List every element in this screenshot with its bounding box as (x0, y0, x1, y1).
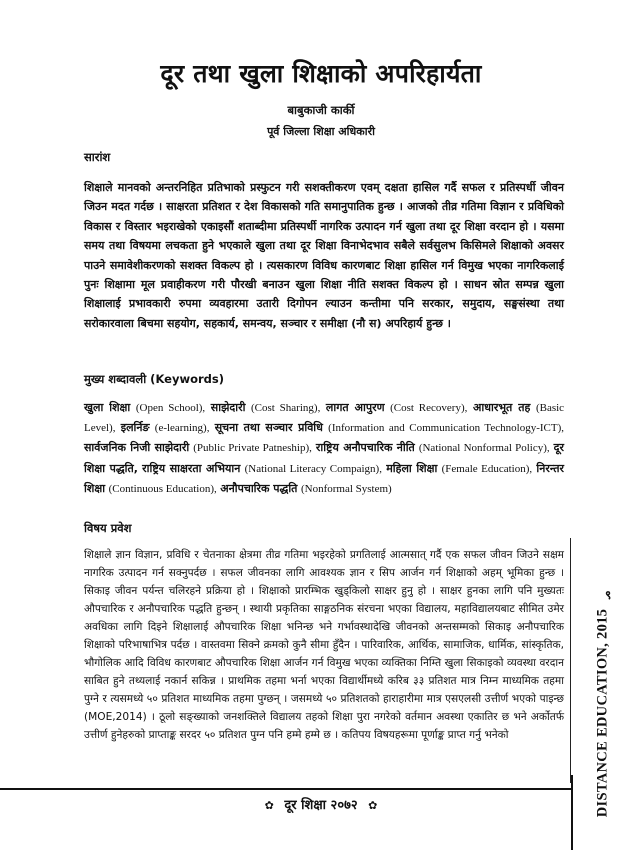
keywords-heading: मुख्य शब्दावली (Keywords) (84, 372, 224, 386)
author-name: बाबुकाजी कार्की (287, 103, 355, 117)
author-role: पूर्व जिल्ला शिक्षा अधिकारी (267, 125, 375, 138)
keyword-item: अनौपचारिक पद्धति (Nonformal System) (220, 481, 392, 495)
keyword-item: राष्ट्रिय साक्षरता अभियान (National Literacy Compaign), (142, 461, 382, 475)
keyword-item: राष्ट्रिय अनौपचारिक नीति (National Nonformal Policy), (315, 441, 550, 455)
journal-side-label (585, 603, 621, 823)
flower-ornament-icon: ✿ (264, 799, 274, 812)
article-title: दूर तथा खुला शिक्षाको अपरिहार्यता (160, 59, 482, 88)
keyword-item: इलर्निङ (e-learning), (120, 421, 210, 435)
keyword-item: आधारभूत तह (Basic Level), (84, 401, 565, 435)
introduction-heading: विषय प्रवेश (84, 521, 132, 535)
footer-divider (0, 788, 572, 790)
page-number: ९ (605, 588, 612, 602)
keyword-item: साझेदारी (Cost Sharing), (210, 401, 321, 414)
keyword-item: खुला शिक्षा (Open School), (84, 401, 206, 414)
journal-side-label-text: DISTANCE EDUCATION, 2015 (594, 608, 611, 818)
abstract-text: शिक्षाले मानवको अन्तरनिहित प्रतिभाको प्रस्फुटन गरी सशक्तीकरण एवम् दक्षता हासिल गर्दै सफल र प्रतिस्पर्धी जीवन जिउन मदत गर्दछ । साक्षरता प्रतिशत र देश विकासको गति समानुपातिक हुन्छ । आजको तीव्र गतिमा विज्ञान र प्रविधिको विकास र विस्तार भइराखेको एकाइसौं शताब्दीमा प्रतिस्पर्धी नागरिक उत्पादन गर्न खुला तथा दूर शिक्षा वरदान हो । यसमा समय तथा विषयमा लचकता हुने भएकाले खुला तथा दूर शिक्षा विनाभेदभाव सबैले सर्वसुलभ किसिमले शिक्षाको अवसर पाउने समावेशीकरणको सशक्त विकल्प हो । त्यसकारण विविध कारणबाट शिक्षा हासिल गर्न विमुख भएका नागरिकलाई पुनः शिक्षामा मूल प्रवाहीकरण गरी पौरखी बनाउन खुला शिक्षा नीति सशक्त विकल्प हो । साधन स्रोत सम्पन्न खुला शिक्षालाई प्रभावकारी रुपमा व्यवहारमा उतारी दिगोपन ल्याउन कन्तीमा पनि सरकार, समुदाय, सङ्घसंस्था तथा सरोकारवाला बिचमा सहयोग, सहकार्य, समन्वय, सञ्चार र समीक्षा (नौ स) अपरिहार्य हुन्छ । (84, 181, 564, 330)
footer-journal-name: दूर शिक्षा २०७२ (284, 798, 358, 813)
keyword-item: दूर शिक्षा पद्धति, (84, 441, 564, 475)
flower-ornament-icon: ✿ (368, 799, 378, 812)
keyword-item: लागत आपुरण (Cost Recovery), (325, 401, 468, 414)
footer (0, 795, 642, 813)
margin-divider (570, 538, 571, 783)
keyword-item: महिला शिक्षा (Female Education), (386, 461, 533, 475)
introduction-text: शिक्षाले ज्ञान विज्ञान, प्रविधि र चेतनाका क्षेत्रमा तीव्र गतिमा भइरहेको प्रगतिलाई आत्मसात् गर्दै एक सफल जीवन जिउने सक्षम नागरिक उत्पादन गर्न सक्नुपर्दछ । सफल जीवनका लागि आवश्यक ज्ञान र सिप आर्जन गर्न शिक्षाको अहम् भूमिका हुन्छ । सिकाइ जीवन पर्यन्त चलिरहने प्रक्रिया हो । शिक्षाको प्रारम्भिक खुड्किलो साक्षर हुनु हो । साक्षर हुनका लागि पनि मुख्यतः औपचारिक र अनौपचारिक पद्धति हुन्छन् । स्थायी प्रकृतिका साङ्गठनिक संरचना भएका विद्यालय, महाविद्यालयबाट सीमित उमेर अवधिका लागि दिइने शिक्षालाई औपचारिक शिक्षा भनिन्छ भने गर्भावस्थादेखि जीवनको अन्तसम्मको सिकाइ अनौपचारिक शिक्षाको परिभाषाभित्र पर्दछ । वास्तवमा सिक्ने क्रमको कुनै सीमा हुँदैन । पारिवारिक, आर्थिक, सामाजिक, धार्मिक, सांस्कृतिक, भौगोलिक आदि विविध कारणबाट औपचारिक शिक्षा आर्जन गर्न विमुख भएका व्यक्तिका निम्ति खुला सिकाइको व्यवस्था वरदान साबित हुने तथ्यलाई नकार्न सकिन्न । प्राथमिक तहमा भर्ना भएका विद्यार्थीमध्ये करिब ३३ प्रतिशत मात्र निम्न माध्यमिक तहमा पुग्ने र त्यसमध्ये ५० प्रतिशत माध्यमिक तहमा पुग्छन् । जसमध्ये ५० प्रतिशतको हाराहारीमा मात्र एसएलसी उत्तीर्ण भएको पाइन्छ (MOE,2014) । ठूलो सङ्ख्याको जनशक्तिले विद्यालय तहको शिक्षा पुरा नगरेको वर्तमान अवस्था एकातिर छ भने अर्कोतर्फ उत्तीर्ण हुनेहरुको प्राप्ताङ्क सरदर ५० प्रतिशत पुग्न पनि हम्मे हम्मे छ । कतिपय विषयहरूमा पूर्णाङ्क प्राप्त गर्नु भनेको (84, 549, 564, 742)
keyword-item: सार्वजनिक निजी साझेदारी (Public Private Patneship), (84, 441, 312, 455)
abstract-heading: सारांश (84, 150, 111, 164)
keyword-item: सूचना तथा सञ्चार प्रविधि (Information and Communication Technology-ICT), (214, 421, 564, 435)
keyword-item: निरन्तर शिक्षा (Continuous Education), (84, 461, 564, 495)
keywords-list (84, 398, 564, 499)
